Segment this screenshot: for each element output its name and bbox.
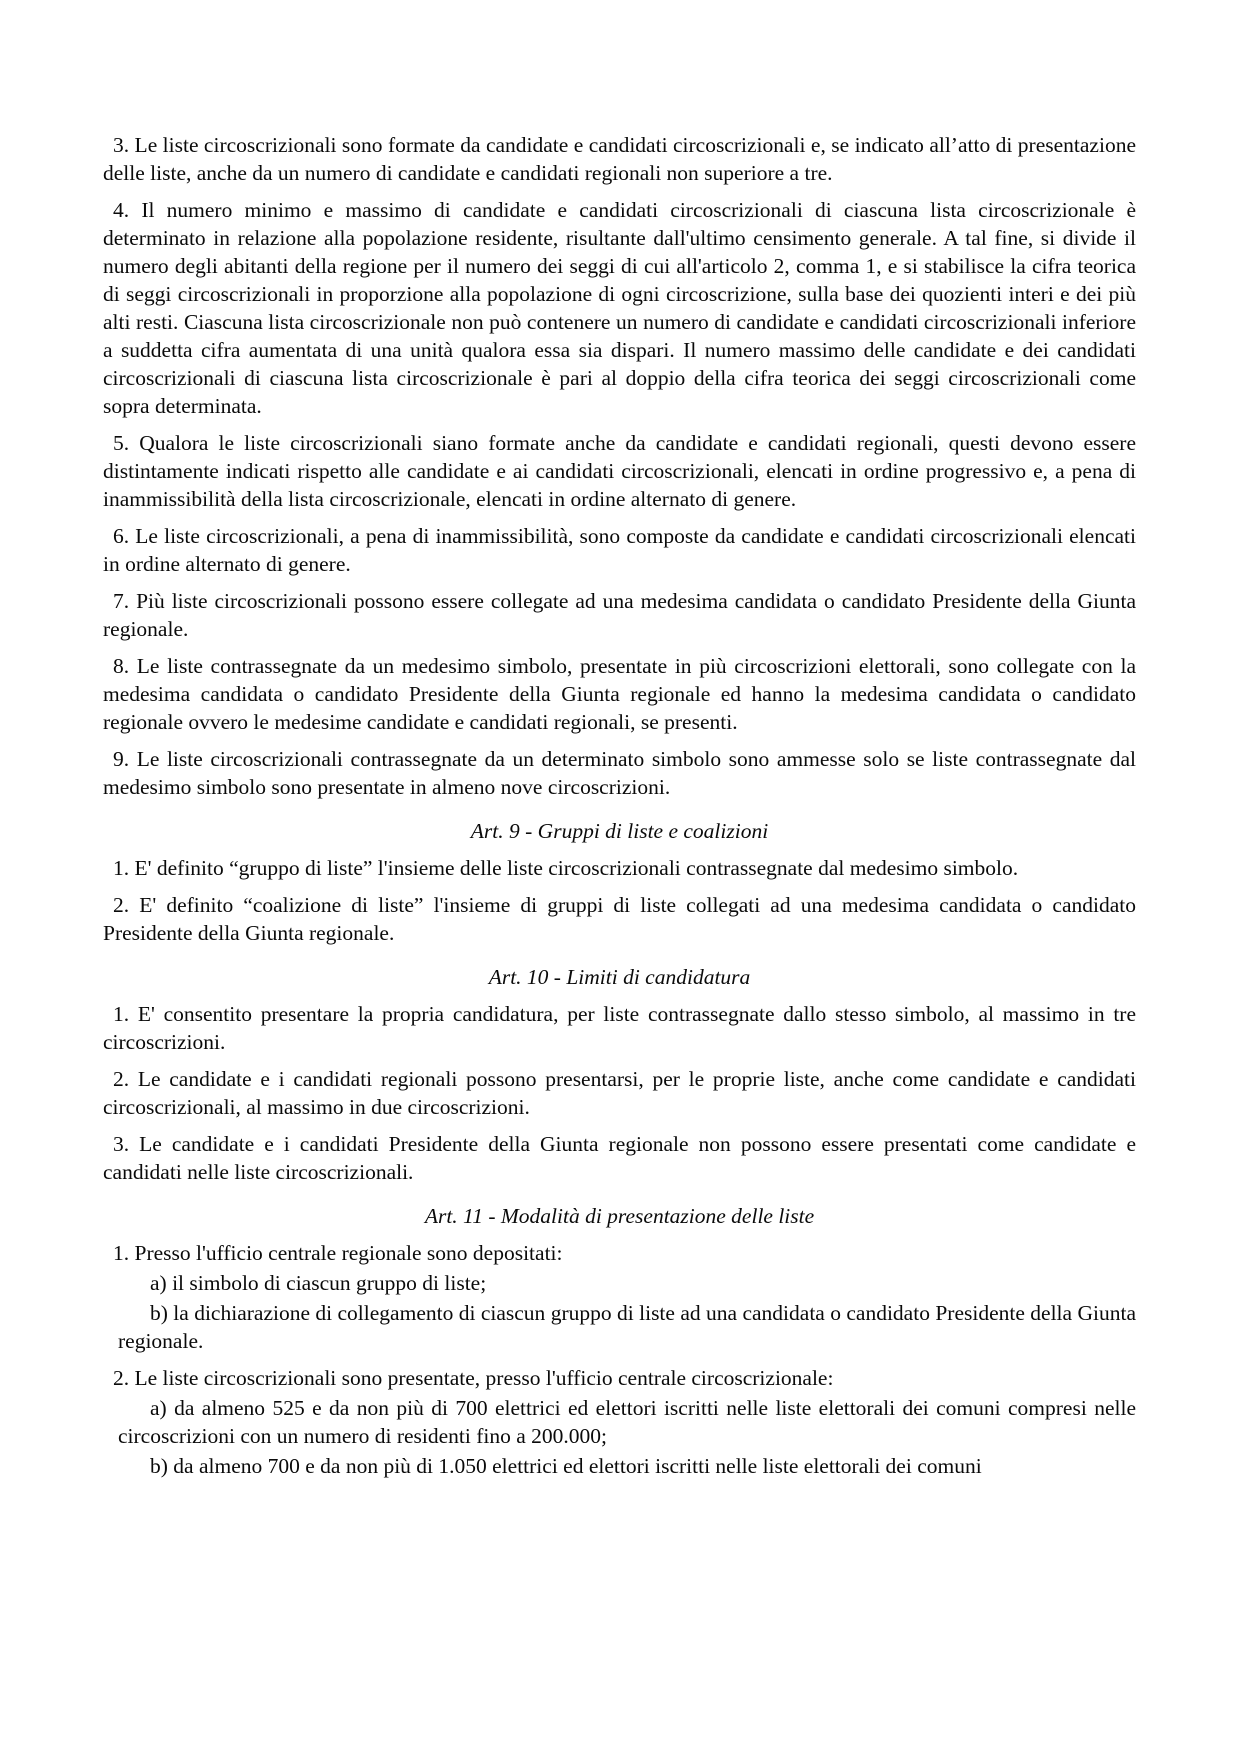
article-11-paragraph-2: 2. Le liste circoscrizionali sono presentate, presso l'ufficio centrale circoscrizionale: bbox=[113, 1366, 834, 1390]
paragraph-9: 9. Le liste circoscrizionali contrassegnate da un determinato simbolo sono ammesse solo se liste contrassegnate dal medesimo simbolo sono presentate in almeno nove circoscrizioni. bbox=[103, 747, 1136, 799]
article-10-paragraph-3: 3. Le candidate e i candidati Presidente della Giunta regionale non possono essere presentati come candidate e candidati nelle liste circoscrizionali. bbox=[103, 1132, 1136, 1184]
paragraph-3: 3. Le liste circoscrizionali sono formate da candidate e candidati circoscrizionali e, se indicato all’atto di presentazione delle liste, anche da un numero di candidate e candidati regionali non superiore a tre. bbox=[103, 133, 1136, 185]
article-11-item-2a: a) da almeno 525 e da non più di 700 elettrici ed elettori iscritti nelle liste elettorali dei comuni compresi nelle circoscrizioni con un numero di residenti fino a 200.000; bbox=[118, 1396, 1136, 1448]
article-11-paragraph-1: 1. Presso l'ufficio centrale regionale sono depositati: bbox=[113, 1241, 563, 1265]
paragraph-4: 4. Il numero minimo e massimo di candidate e candidati circoscrizionali di ciascuna lista circoscrizionale è determinato in relazione alla popolazione residente, risultante dall'ultimo censimento generale. A tal fine, si divide il numero degli abitanti della regione per il numero dei seggi di cui all'articolo 2, comma 1, e si stabilisce la cifra teorica di seggi circoscrizionali in proporzione alla popolazione di ogni circoscrizione, sulla base dei quozienti interi e dei più alti resti. Ciascuna lista circoscrizionale non può contenere un numero di candidate e candidati circoscrizionali inferiore a suddetta cifra aumentata di una unità qualora essa sia dispari. Il numero massimo delle candidate e dei candidati circoscrizionali di ciascuna lista circoscrizionale è pari al doppio della cifra teorica dei seggi circoscrizionali come sopra determinata. bbox=[103, 198, 1136, 418]
paragraph-6: 6. Le liste circoscrizionali, a pena di inammissibilità, sono composte da candidate e candidati circoscrizionali elencati in ordine alternato di genere. bbox=[103, 524, 1136, 576]
paragraph-8: 8. Le liste contrassegnate da un medesimo simbolo, presentate in più circoscrizioni elettorali, sono collegate con la medesima candidata o candidato Presidente della Giunta regionale ed hanno la medesima candidata o candidato regionale ovvero le medesime candidate e candidati regionali, se presenti. bbox=[103, 654, 1136, 734]
article-11-heading: Art. 11 - Modalità di presentazione delle liste bbox=[424, 1204, 815, 1228]
article-9-paragraph-1: 1. E' definito “gruppo di liste” l'insieme delle liste circoscrizionali contrassegnate dal medesimo simbolo. bbox=[113, 856, 1019, 880]
article-9-heading: Art. 9 - Gruppi di liste e coalizioni bbox=[470, 819, 769, 843]
paragraph-5: 5. Qualora le liste circoscrizionali siano formate anche da candidate e candidati regionali, questi devono essere distintamente indicati rispetto alle candidate e ai candidati circoscrizionali, elencati in ordine progressivo e, a pena di inammissibilità della lista circoscrizionale, elencati in ordine alternato di genere. bbox=[103, 431, 1136, 511]
article-10-heading: Art. 10 - Limiti di candidatura bbox=[488, 965, 751, 989]
article-11-item-1b: b) la dichiarazione di collegamento di ciascun gruppo di liste ad una candidata o candidato Presidente della Giunta regionale. bbox=[118, 1301, 1136, 1353]
paragraph-7: 7. Più liste circoscrizionali possono essere collegate ad una medesima candidata o candidato Presidente della Giunta regionale. bbox=[103, 589, 1136, 641]
article-11-item-1a: a) il simbolo di ciascun gruppo di liste; bbox=[150, 1271, 487, 1295]
article-10-paragraph-1: 1. E' consentito presentare la propria candidatura, per liste contrassegnate dallo stesso simbolo, al massimo in tre circoscrizioni. bbox=[103, 1002, 1136, 1054]
article-11-item-2b: b) da almeno 700 e da non più di 1.050 elettrici ed elettori iscritti nelle liste elettorali dei comuni bbox=[150, 1454, 982, 1478]
article-9-paragraph-2: 2. E' definito “coalizione di liste” l'insieme di gruppi di liste collegati ad una medesima candidata o candidato Presidente della Giunta regionale. bbox=[103, 893, 1136, 945]
article-10-paragraph-2: 2. Le candidate e i candidati regionali possono presentarsi, per le proprie liste, anche come candidate e candidati circoscrizionali, al massimo in due circoscrizioni. bbox=[103, 1067, 1136, 1119]
